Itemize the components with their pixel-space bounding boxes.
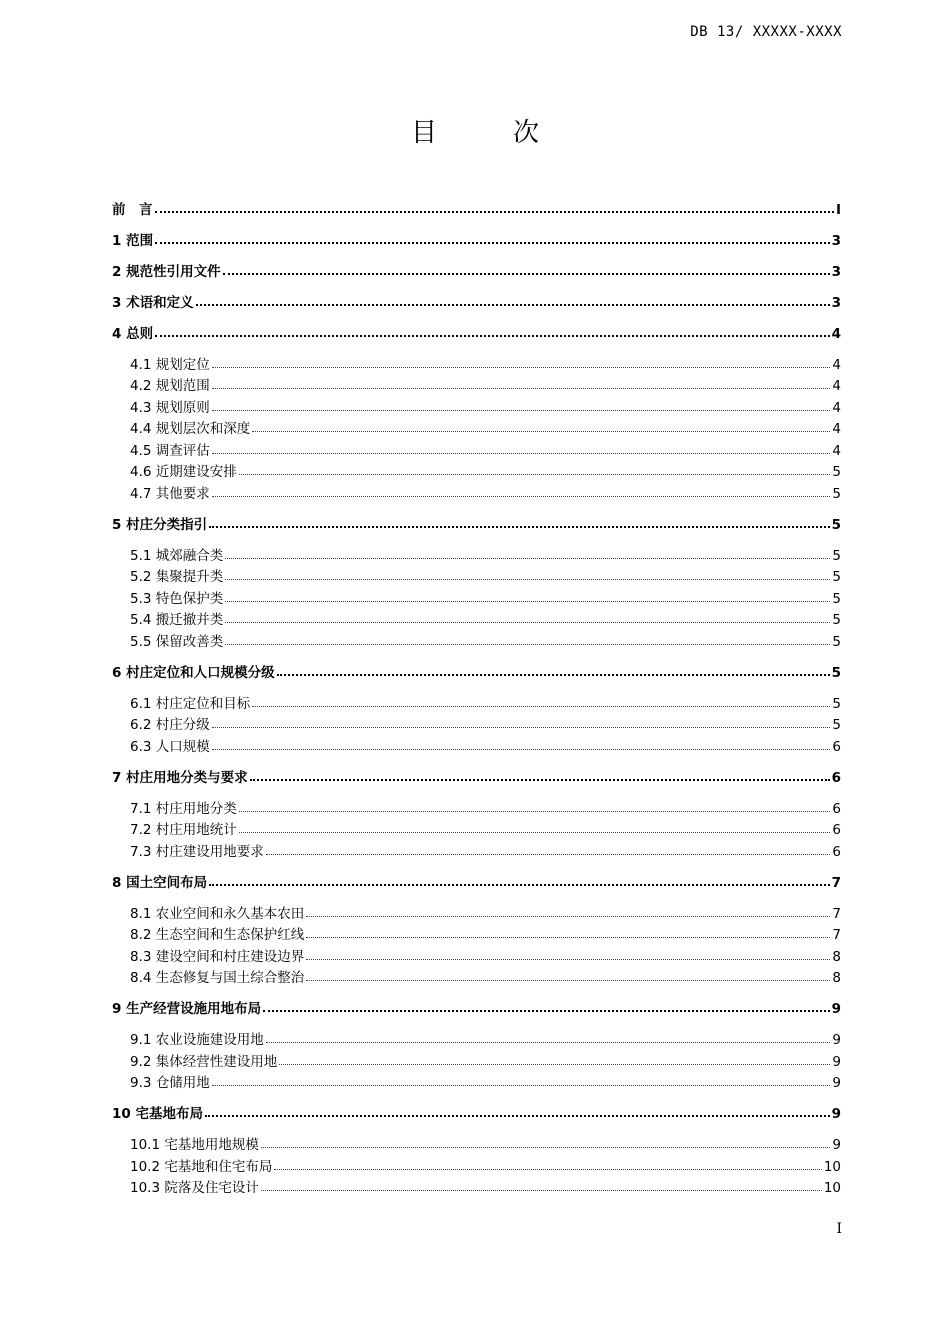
toc-page: 6 [832, 843, 841, 860]
toc-page: 7 [832, 905, 841, 922]
leader-dots [239, 473, 831, 475]
toc-page: 5 [831, 516, 841, 533]
toc-entry-10-1[interactable] [112, 1132, 841, 1154]
toc-label: 5.4 搬迁撤并类 [130, 612, 224, 628]
leader-dots [261, 1146, 831, 1148]
toc-page: I [835, 201, 841, 218]
page-title [0, 112, 950, 149]
leader-dots [212, 366, 831, 368]
toc-entry-9-1[interactable] [112, 1027, 841, 1049]
toc-entry-5-1[interactable] [112, 542, 841, 564]
toc-page: 10 [823, 1158, 841, 1175]
leader-dots [250, 778, 830, 781]
toc-page: 5 [832, 547, 841, 564]
leader-dots [225, 621, 830, 623]
toc-label: 9.2 集体经营性建设用地 [130, 1053, 278, 1070]
toc-page: 5 [832, 590, 841, 607]
toc-label: 7 村庄用地分类与要求 [112, 769, 248, 786]
toc-entry-1[interactable] [112, 227, 841, 249]
table-of-contents [112, 196, 841, 1196]
leader-dots [212, 409, 831, 411]
toc-page: 7 [831, 874, 841, 891]
leader-dots [261, 1189, 822, 1191]
toc-label: 前 言 [112, 201, 153, 218]
toc-label: 9 生产经营设施用地布局 [112, 1001, 262, 1017]
toc-page: 7 [832, 927, 841, 943]
toc-entry-7-1[interactable] [112, 795, 841, 817]
toc-label: 9.3 仓储用地 [130, 1075, 210, 1091]
toc-page: 9 [831, 1106, 841, 1122]
toc-label: 10.1 宅基地用地规模 [130, 1137, 259, 1153]
toc-label: 8.3 建设空间和村庄建设边界 [130, 948, 305, 965]
leader-dots [306, 958, 830, 960]
toc-entry-5-2[interactable] [112, 564, 841, 586]
toc-entry-6-3[interactable] [112, 733, 841, 755]
toc-label: 6.2 村庄分级 [130, 717, 210, 733]
toc-label: 5 村庄分类指引 [112, 516, 208, 533]
toc-page: 8 [832, 970, 841, 986]
toc-page: 5 [832, 695, 841, 712]
toc-page: 9 [832, 1137, 841, 1153]
toc-label: 5.3 特色保护类 [130, 590, 224, 607]
leader-dots [266, 1041, 831, 1043]
leader-dots [306, 979, 830, 981]
toc-label: 4.5 调查评估 [130, 442, 210, 459]
toc-label: 4.3 规划原则 [130, 399, 210, 416]
leader-dots [225, 578, 830, 580]
toc-entry-3[interactable] [112, 289, 841, 311]
toc-page: 4 [832, 356, 841, 373]
leader-dots [212, 1084, 831, 1086]
toc-label: 5.5 保留改善类 [130, 633, 224, 650]
toc-label: 8.2 生态空间和生态保护红线 [130, 927, 305, 943]
toc-page: 4 [831, 325, 841, 342]
toc-page: 9 [831, 1001, 841, 1017]
toc-entry-8-3[interactable] [112, 943, 841, 965]
toc-label: 9.1 农业设施建设用地 [130, 1032, 264, 1048]
leader-dots [212, 748, 831, 750]
toc-entry-4[interactable] [112, 320, 841, 342]
toc-label: 8.1 农业空间和永久基本农田 [130, 905, 305, 922]
toc-entry-7[interactable] [112, 764, 841, 786]
leader-dots [263, 1009, 830, 1012]
toc-entry-9-2[interactable] [112, 1048, 841, 1070]
leader-dots [212, 452, 831, 454]
toc-page: 5 [832, 485, 841, 502]
toc-entry-7-3[interactable] [112, 838, 841, 860]
toc-entry-4-3[interactable] [112, 394, 841, 416]
toc-entry-5-3[interactable] [112, 585, 841, 607]
toc-entry-4-4[interactable] [112, 416, 841, 438]
toc-entry-9[interactable] [112, 996, 841, 1018]
leader-dots [306, 936, 830, 938]
toc-entry-10-3[interactable] [112, 1175, 841, 1197]
toc-label: 6 村庄定位和人口规模分级 [112, 664, 275, 681]
toc-label: 8.4 生态修复与国土综合整治 [130, 970, 305, 986]
toc-entry-6-1[interactable] [112, 690, 841, 712]
toc-entry-8-1[interactable] [112, 900, 841, 922]
toc-label: 5.1 城郊融合类 [130, 547, 224, 564]
toc-entry-2[interactable] [112, 258, 841, 280]
leader-dots [306, 915, 830, 917]
leader-dots [196, 303, 830, 306]
toc-entry-5-5[interactable] [112, 628, 841, 650]
leader-dots [225, 557, 830, 559]
document-code: DB 13/ XXXXX-XXXX [690, 24, 842, 40]
toc-page: 9 [832, 1053, 841, 1070]
toc-entry-4-7[interactable] [112, 480, 841, 502]
toc-label: 10.2 宅基地和住宅布局 [130, 1158, 273, 1175]
leader-dots [277, 673, 830, 676]
toc-label: 8 国土空间布局 [112, 874, 208, 891]
toc-label: 7.3 村庄建设用地要求 [130, 843, 264, 860]
toc-page: 5 [832, 464, 841, 480]
toc-entry-6[interactable] [112, 659, 841, 681]
toc-entry-10[interactable] [112, 1101, 841, 1123]
toc-page: 10 [823, 1180, 841, 1196]
toc-page: 6 [831, 769, 841, 786]
leader-dots [239, 810, 831, 812]
toc-page: 6 [832, 738, 841, 755]
leader-dots [209, 525, 830, 528]
toc-page: 8 [832, 948, 841, 965]
toc-label: 6.1 村庄定位和目标 [130, 695, 251, 712]
leader-dots [274, 1168, 821, 1170]
toc-label: 4.2 规划范围 [130, 378, 210, 394]
toc-label: 4.7 其他要求 [130, 485, 210, 502]
toc-page: 4 [832, 421, 841, 437]
leader-dots [252, 705, 830, 707]
leader-dots [209, 883, 830, 886]
leader-dots [225, 600, 830, 602]
toc-entry-6-2[interactable] [112, 712, 841, 734]
toc-label: 10.3 院落及住宅设计 [130, 1180, 259, 1196]
toc-entry-4-6[interactable] [112, 459, 841, 481]
leader-dots [266, 853, 831, 855]
leader-dots [252, 430, 830, 432]
page-number: I [836, 1221, 842, 1237]
leader-dots [155, 241, 830, 244]
toc-label: 4 总则 [112, 325, 154, 342]
toc-label: 3 术语和定义 [112, 294, 194, 311]
toc-page: 4 [832, 442, 841, 459]
leader-dots [239, 831, 831, 833]
toc-entry-10-2[interactable] [112, 1153, 841, 1175]
toc-entry-4-5[interactable] [112, 437, 841, 459]
toc-label: 4.1 规划定位 [130, 356, 210, 373]
toc-entry-8[interactable] [112, 869, 841, 891]
leader-dots [223, 272, 830, 275]
toc-entry-7-2[interactable] [112, 817, 841, 839]
toc-label: 10 宅基地布局 [112, 1106, 203, 1122]
toc-page: 5 [832, 633, 841, 650]
toc-label: 6.3 人口规模 [130, 738, 210, 755]
toc-page: 5 [832, 612, 841, 628]
toc-entry-8-4[interactable] [112, 965, 841, 987]
title-char-1: 目 [410, 118, 437, 148]
toc-label: 5.2 集聚提升类 [130, 569, 224, 585]
toc-label: 1 范围 [112, 232, 154, 249]
toc-page: 9 [832, 1075, 841, 1091]
toc-page: 9 [832, 1032, 841, 1048]
toc-page: 3 [831, 263, 841, 280]
leader-dots [155, 334, 830, 337]
toc-page: 5 [831, 664, 841, 681]
toc-entry-5-4[interactable] [112, 607, 841, 629]
title-char-2: 次 [513, 118, 540, 148]
leader-dots [225, 643, 830, 645]
toc-page: 4 [832, 399, 841, 416]
toc-entry-9-3[interactable] [112, 1070, 841, 1092]
toc-label: 4.6 近期建设安排 [130, 464, 237, 480]
leader-dots [212, 495, 831, 497]
leader-dots [205, 1114, 830, 1117]
leader-dots [155, 210, 834, 213]
toc-page: 3 [831, 294, 841, 311]
toc-page: 4 [832, 378, 841, 394]
toc-label: 7.2 村庄用地统计 [130, 822, 237, 838]
leader-dots [279, 1063, 830, 1065]
toc-label: 2 规范性引用文件 [112, 263, 221, 280]
toc-entry-5[interactable] [112, 511, 841, 533]
toc-entry-preface[interactable] [112, 196, 841, 218]
leader-dots [212, 726, 831, 728]
toc-label: 7.1 村庄用地分类 [130, 800, 237, 817]
toc-page: 6 [832, 800, 841, 817]
toc-page: 3 [831, 232, 841, 249]
leader-dots [212, 387, 831, 389]
toc-page: 6 [832, 822, 841, 838]
toc-label: 4.4 规划层次和深度 [130, 421, 251, 437]
toc-entry-4-2[interactable] [112, 373, 841, 395]
toc-page: 5 [832, 717, 841, 733]
toc-entry-4-1[interactable] [112, 351, 841, 373]
toc-entry-8-2[interactable] [112, 922, 841, 944]
toc-page: 5 [832, 569, 841, 585]
